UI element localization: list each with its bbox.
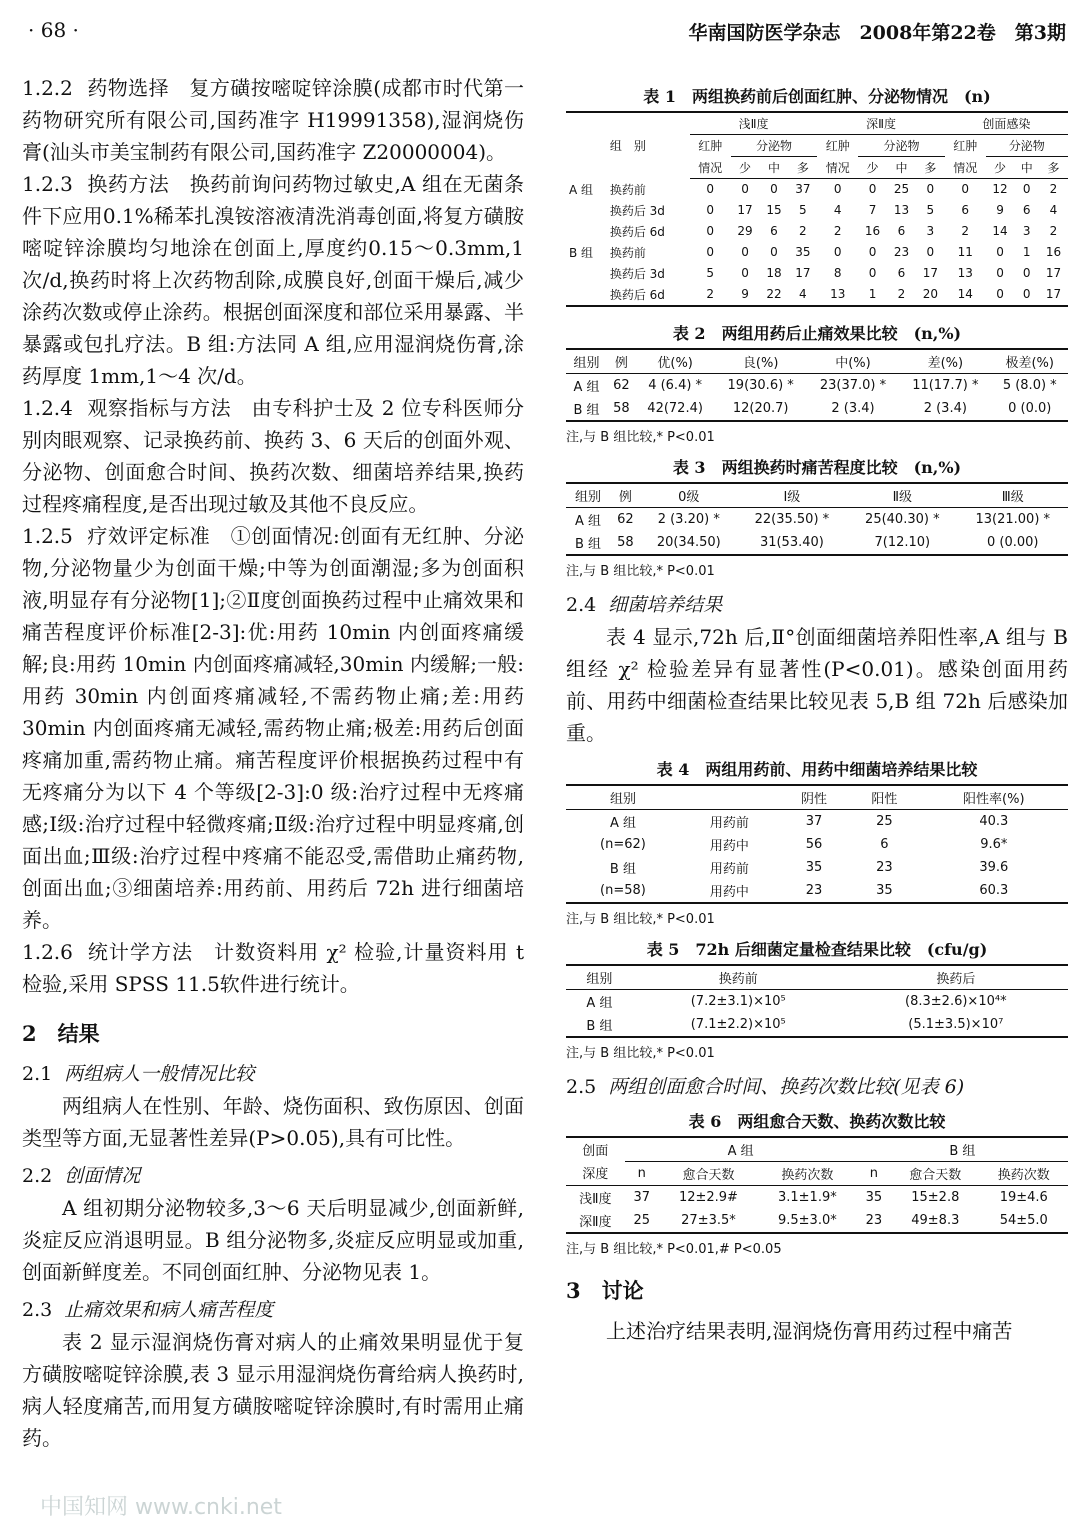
table-row [566,179,1068,200]
table-cell: 2 (3.4) [831,400,875,416]
table-cell: 0 [1022,287,1031,301]
table-cell: 深Ⅱ度 [579,1214,612,1230]
table-cell: 换药前 [609,182,646,197]
table-cell: 40.3 [979,813,1009,829]
table-cell: (n=62) [600,836,646,852]
table-cell: 0 [996,266,1004,280]
table-cell: 22 [766,287,782,301]
table-cell: 0 [961,182,970,197]
table-row [566,879,1068,903]
table-cell: 9 [741,287,749,301]
table6-head: B 组 [857,1137,1068,1162]
table-cell: 0 (0.0) [1008,400,1052,416]
table-cell: 换药后 6d [609,224,665,239]
left-column [22,72,524,1454]
table4-note: 注,与 B 组比较,* P<0.01 [566,911,715,927]
table-header-cell: 0级 [641,483,737,508]
table-cell [566,200,607,221]
table-cell: 25 [893,182,910,197]
table-cell: (8.3±2.6)×10⁴* [905,993,1007,1009]
table6-note: 注,与 B 组比较,* P<0.01,# P<0.05 [566,1241,782,1257]
table-cell: 6 [897,224,906,238]
table-cell: 14 [957,287,973,301]
table-cell: 7(12.10) [874,534,931,550]
table-cell: 27±3.5* [681,1212,736,1228]
table1-subheader: 情况 [945,157,986,179]
section-results-heading: 2 结果 [22,1021,100,1046]
table-cell: 35 [876,882,893,898]
subsection-2-1-text: 两组病人在性别、年龄、烧伤面积、致伤原因、创面类型等方面,无显著性差异(P>0.05),具有可比性。 [22,1094,524,1150]
table-cell: 用药中 [709,884,749,900]
table-cell: 20(34.50) [656,534,721,550]
table-cell: 换药后 3d [609,266,665,281]
subsection-2-3-text: 表 2 显示湿润烧伤膏对病人的止痛效果明显优于复方磺胺嘧啶锌涂膜,表 3 显示用湿润烧伤膏给病人换药时,病人轻度痛苦,而用复方磺胺嘧啶锌涂膜时,有时需用止痛药。 [22,1330,524,1450]
table-cell: 13 [830,287,846,301]
table-cell: A 组 [573,379,600,395]
subsection-2-1: 2.1 两组病人一般情况比较 [22,1063,255,1085]
table-cell: 0 [833,182,842,197]
table-cell: 0 [926,182,935,197]
journal-header: 华南国防医学杂志 2008年第22卷 第3期 [688,22,1066,44]
table-cell: 0 [996,287,1004,301]
table1-header-shallow: 浅Ⅱ度 [690,112,818,135]
table-cell: 23(37.0) * [819,377,887,393]
table-cell: 23 [865,1212,883,1228]
table-header-cell: Ⅰ级 [737,483,847,508]
table-cell: 16 [864,224,881,238]
table1-subheader: 少 [858,157,887,179]
table-cell: 5 [799,203,807,217]
method-paragraph [22,936,524,1000]
table-cell: 49±8.3 [911,1212,960,1228]
table-row [566,397,1068,421]
table-cell: (7.2±3.1)×10⁵ [690,993,786,1009]
table1-header-infected: 创面感染 [945,112,1068,135]
table3-note: 注,与 B 组比较,* P<0.01 [566,563,715,579]
table-cell: 0 [1022,266,1031,280]
subsection-2-2: 2.2 创面情况 [22,1165,141,1187]
table-header-cell: 例 [607,349,636,374]
table1-sub: 红肿 [953,139,978,154]
table-cell [566,221,607,242]
table-cell: 3.1±1.9* [777,1189,837,1205]
table1-sub: 分泌物 [986,135,1068,157]
table1-subheader: 情况 [690,157,731,179]
table-row [566,1185,1068,1209]
table-row [566,989,1068,1013]
method-number: 1.2.5 [22,524,73,548]
table-cell: 用药中 [709,838,749,854]
discussion-text: 上述治疗结果表明,湿润烧伤膏用药过程中痛苦 [606,1318,1013,1343]
table-cell: 17 [1045,287,1062,301]
table-row [566,284,1068,306]
subsection-2-5: 2.5 两组创面愈合时间、换药次数比较(见表 6) [566,1075,965,1098]
table-cell: 9 [996,203,1004,217]
table-cell: 9.6* [980,836,1008,852]
table3-title: 表 3 两组换药时痛苦程度比较 (n,%) [672,457,962,477]
table-cell: 2 (3.20) * [657,511,720,527]
method-text: 统计学方法 计数资料用 χ² 检验,计量资料用 t 检验,采用 SPSS 11.5软件进行统计。 [22,940,524,996]
table-row [566,856,1068,879]
table-header-cell: 组别 [566,965,633,990]
table-cell: 6 [1022,203,1031,217]
table-header-cell: 换药后 [844,965,1068,990]
table-cell: A 组 [569,182,594,197]
table-cell: 42(72.4) [647,400,703,416]
table-cell: 37 [633,1189,650,1205]
table-cell: 0 [868,182,877,197]
table-cell: 0 [1022,182,1031,197]
right-column [566,78,1068,1347]
table-row [566,373,1068,397]
table-cell: 12(20.7) [732,400,789,416]
method-text: 观察指标与方法 由专科护士及 2 位专科医师分别肉眼观察、记录换药前、换药 3、6 天后的创面外观、分泌物、创面愈合时间、换药次数、细菌培养结果,换药过程疼痛程度,是否出现过敏及其他不良反应。 [22,396,524,516]
table-cell: 6 [880,836,889,852]
table-cell: 20 [922,287,939,301]
table-cell: 35 [805,859,823,875]
table-cell: 换药后 3d [609,203,665,218]
table1-subheader: 中 [1015,157,1039,179]
table1-subheader: 少 [986,157,1015,179]
table-header-cell [680,785,779,810]
table6-head: 创面 [582,1143,609,1159]
table-cell: B 组 [609,861,636,877]
table-cell: 0 [996,245,1004,259]
table-cell: 62 [613,377,630,393]
table1-subheader: 情况 [817,157,858,179]
table-cell: 23 [876,859,893,875]
table-cell: 12±2.9# [678,1189,738,1205]
table3 [566,482,1068,556]
table-row [566,507,1068,531]
table-cell: 4 (6.4) * [648,377,703,393]
table-row [566,1209,1068,1233]
table-cell: 6 [770,224,778,238]
table1-group-header: 组 别 [609,139,646,154]
table-cell: 31(53.40) [759,534,824,550]
table6 [566,1136,1068,1234]
table-cell: A 组 [574,513,601,529]
method-number: 1.2.2 [22,76,73,100]
table-cell [566,284,607,306]
table-cell: 2 (3.4) [923,400,967,416]
table-cell: 0 [741,182,749,197]
table-cell: 用药前 [709,815,749,831]
table-cell: 1 [1022,245,1031,259]
table-header-cell: 换药次数 [758,1161,857,1185]
table-cell: 0 [833,245,842,259]
table-header-cell: n [625,1161,659,1185]
table-cell: 换药前 [609,245,646,260]
table-cell: 13 [893,203,910,217]
table-cell: 25 [633,1212,650,1228]
table-cell: 浅Ⅱ度 [579,1191,612,1207]
table-header-cell: 差(%) [899,349,991,374]
table-cell: 5 (8.0) * [1002,377,1057,393]
table-cell: 25 [876,813,893,829]
subsection-2-2-text: A 组初期分泌物较多,3～6 天后明显减少,创面新鲜,炎症反应消退明显。B 组分泌物多,炎症反应明显或加重,创面新鲜度差。不同创面红肿、分泌物见表 1。 [22,1196,524,1284]
table-cell: 2 [1049,182,1058,197]
table-cell: 17 [795,266,811,280]
table-cell: 35 [865,1189,883,1205]
table-cell: B 组 [586,1018,613,1034]
table-cell: A 组 [609,815,636,831]
table-cell: 5 [706,266,715,280]
table-header-cell: 组别 [566,785,680,810]
table-cell: 3 [926,224,935,238]
table-row [566,200,1068,221]
table-row [566,1013,1068,1037]
table-cell: 13 [957,266,973,280]
table-row [566,263,1068,284]
table-header-cell: 例 [610,483,641,508]
table-cell: 15±2.8 [911,1189,960,1205]
table-cell: 0 [868,266,877,280]
table-cell: 4 [833,203,842,217]
table-cell: 58 [617,534,634,550]
table-header-cell: 组别 [566,483,610,508]
subsection-2-4: 2.4 细菌培养结果 [566,593,723,616]
table-cell: 1 [868,287,877,301]
table-cell: 5 [926,203,935,217]
table-cell: 22(35.50) * [754,511,830,527]
table-header-cell: 阳性率(%) [920,785,1068,810]
table-cell: B 组 [569,245,594,260]
table5-title: 表 5 72h 后细菌定量检查结果比较 (cfu/g) [646,939,988,959]
table-header-cell: 阳性 [849,785,919,810]
table-cell: B 组 [573,402,600,418]
table1-header-deep: 深Ⅱ度 [817,112,945,135]
table-cell: 0 [706,203,715,217]
table5 [566,964,1068,1038]
table5-note: 注,与 B 组比较,* P<0.01 [566,1045,715,1061]
table-cell: 0 [741,266,749,280]
table-cell: 56 [805,836,823,852]
table1-sub: 红肿 [825,139,850,154]
table-header-cell: Ⅲ级 [958,483,1068,508]
table2 [566,348,1068,422]
table-cell: 17 [737,203,753,217]
table-cell: (n=58) [600,882,646,898]
table-row [566,833,1068,856]
table-cell: 6 [961,203,970,217]
table-cell: 4 [1049,203,1058,217]
table-cell: 29 [737,224,753,238]
table-row [566,809,1068,833]
table-cell: 15 [766,203,782,217]
table-cell: 2 [833,224,842,238]
table-row [566,221,1068,242]
table-cell: 6 [897,266,906,280]
table-cell: 2 [897,287,906,301]
method-paragraph [22,168,524,392]
method-paragraph [22,72,524,168]
subsection-2-4-text: 表 4 显示,72h 后,Ⅱ°创面细菌培养阳性率,A 组与 B 组经 χ² 检验差异有显著性(P<0.01)。感染创面用药前、用药中细菌检查结果比较见表 5,B 组 72h 后感染加重。 [566,624,1068,745]
table6-title: 表 6 两组愈合天数、换药次数比较 [688,1111,946,1131]
table2-note: 注,与 B 组比较,* P<0.01 [566,429,715,445]
table-header-cell: 良(%) [715,349,807,374]
table-cell: A 组 [586,995,613,1011]
table-header-cell: 组别 [566,349,607,374]
table-cell: 60.3 [979,882,1009,898]
table-cell: 14 [992,224,1008,238]
table-cell: 11 [957,245,973,259]
table-header-cell: n [857,1161,891,1185]
table-header-cell: 中(%) [807,349,899,374]
table1-subheader: 中 [760,157,789,179]
method-number: 1.2.6 [22,940,73,964]
table-cell: (7.1±2.2)×10⁵ [690,1016,786,1032]
subsection-2-3: 2.3 止痛效果和病人痛苦程度 [22,1299,274,1321]
table-cell: 16 [1045,245,1062,259]
method-number: 1.2.3 [22,172,73,196]
table-header-cell: 换药前 [633,965,844,990]
table-header-cell: 换药次数 [980,1161,1068,1185]
method-text: 疗效评定标准 ①创面情况:创面有无红肿、分泌物,分泌物量少为创面干燥;中等为创面潮湿;多为创面积液,明显存有分泌物[1];②Ⅱ度创面换药过程中止痛效果和痛苦程度评价标准[2-3]:优:用药 10min 内创面疼痛缓解;良:用药 10min 内创面疼痛减轻,30min 内缓解;一般:用药 30min 内创面疼痛减轻,不需药物止痛;差:用药 30min 内创面疼痛无减轻,需药物止痛;极差:用药后创面疼痛加重,需药物止痛。痛苦程度评价根据换药过程中有无疼痛分为以下 4 个等级[2-3]:0 级:治疗过程中无疼痛感;Ⅰ级:治疗过程中轻微疼痛;Ⅱ级:治疗过程中明显疼痛,创面出血;Ⅲ级:治疗过程中疼痛不能忍受,需借助止痛药物,创面出血;③细菌培养:用药前、用药后 72h 进行细菌培养。 [22,524,524,932]
table1-subheader: 多 [916,157,945,179]
table-cell: 0 [770,182,778,197]
table-cell: 25(40.30) * [865,511,940,527]
table2-title: 表 2 两组用药后止痛效果比较 (n,%) [672,323,962,343]
watermark: 中国知网 www.cnki.net [40,1495,282,1520]
table-cell: 8 [833,266,842,280]
table-header-cell: Ⅱ级 [847,483,957,508]
table-cell: 0 (0.00) [987,534,1039,550]
method-text: 换药方法 换药前询问药物过敏史,A 组在无菌条件下应用0.1%稀苯扎溴铵溶液清洗消毒创面,将复方磺胺嘧啶锌涂膜均匀地涂在创面上,厚度约0.15～0.3mm,1 次/d,换药时将上次药物刮除,成膜良好,创面干燥后,减少涂药次数或停止涂药。根据创面深度和部位采用暴露、半暴露或包扎疗法。B 组:方法同 A 组,应用湿润烧伤膏,涂药厚度 1mm,1～4 次/d。 [22,172,524,388]
table1-sub: 红肿 [698,139,723,154]
table-cell: 37 [795,182,811,197]
table-cell: 2 [706,287,715,301]
table-cell: 0 [926,245,935,259]
table-cell: 7 [868,203,877,217]
table-cell: 3 [1022,224,1031,238]
table-cell: 0 [741,245,749,259]
table-cell: 4 [799,287,807,301]
table-cell: 0 [706,245,715,259]
table-cell: 23 [893,245,910,259]
table-cell: 9.5±3.0* [777,1212,837,1228]
table1-sub: 分泌物 [731,135,818,157]
table-cell: 17 [922,266,939,280]
table4 [566,784,1068,904]
table-cell: 18 [766,266,782,280]
table-header-cell: 极差(%) [991,349,1068,374]
table-cell: (5.1±3.5)×10⁷ [908,1016,1004,1032]
table-cell: 35 [795,245,811,259]
method-paragraph [22,520,524,936]
table-cell: 换药后 6d [609,287,665,302]
page-number: · 68 · [28,18,79,42]
table-row [566,242,1068,263]
section-discussion-heading: 3 讨论 [566,1277,644,1303]
table-cell: 0 [706,182,715,197]
table1-sub: 分泌物 [858,135,945,157]
table-cell: 58 [613,400,630,416]
table-cell: B 组 [574,536,601,552]
table-cell: 39.6 [979,859,1009,875]
method-number: 1.2.4 [22,396,73,420]
table1-subheader: 少 [731,157,760,179]
table-cell: 2 [799,224,807,238]
table-cell [566,263,607,284]
table-cell: 19(30.6) * [727,377,794,393]
table-cell: 23 [805,882,823,898]
table-cell: 0 [706,224,715,238]
table1-subheader: 多 [1039,157,1068,179]
table-cell: 0 [868,245,877,259]
table-cell: 54±5.0 [999,1212,1048,1228]
methods-paragraphs [22,72,524,1000]
table-header-cell: 优(%) [636,349,715,374]
table-cell: 11(17.7) * [912,377,979,393]
table-cell: 19±4.6 [999,1189,1048,1205]
table-row [566,531,1068,555]
table1-title: 表 1 两组换药前后创面红肿、分泌物情况 (n) [643,87,991,106]
table-cell: 13(21.00) * [975,511,1051,527]
table-cell: 0 [770,245,778,259]
table-cell: 用药前 [709,861,749,877]
table-cell: 17 [1045,266,1062,280]
table1-subheader: 多 [788,157,817,179]
table4-title: 表 4 两组用药前、用药中细菌培养结果比较 [656,759,978,779]
table1-subheader: 中 [887,157,916,179]
table-cell: 2 [961,224,970,238]
table-cell: 62 [617,511,634,527]
table1 [566,111,1068,307]
table-cell: 12 [992,182,1008,197]
table-header-cell: 阴性 [779,785,849,810]
method-paragraph [22,392,524,520]
table-header-cell: 愈合天数 [891,1161,979,1185]
table-cell: 2 [1049,224,1058,238]
method-text: 药物选择 复方磺按嘧啶锌涂膜(成都市时代第一药物研究所有限公司,国药准字 H19991358),湿润烧伤膏(汕头市美宝制药有限公司,国药准字 Z20000004)。 [22,76,524,164]
table-header-cell: 愈合天数 [659,1161,758,1185]
table-header-cell: 深度 [566,1161,625,1185]
table6-head: A 组 [625,1137,857,1162]
table-cell: 37 [805,813,823,829]
